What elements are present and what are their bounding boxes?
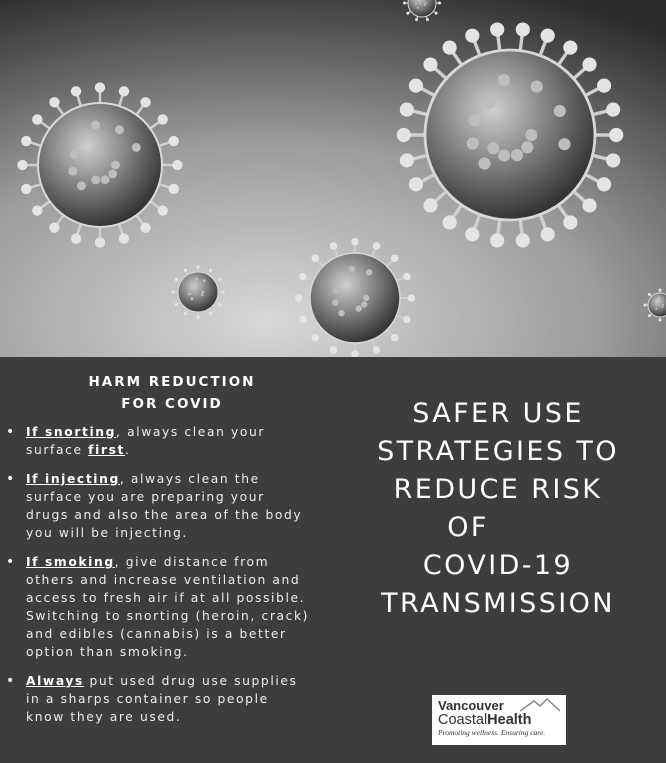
tip-snorting: • If snorting, always clean your surface first.	[6, 424, 266, 457]
tip-injecting: • If injecting, always clean the surface you are preparing your drugs and also the area of the body you will be injecting.	[6, 471, 303, 540]
hero-image	[0, 0, 666, 357]
tip-smoking: • If smoking, give distance from others and increase ventilation and access to fresh air if at all possible. Switching to snorting (heroin, crack) and edibles (cannabis) is a better option than smoking.	[6, 554, 310, 659]
coronavirus-photo	[0, 0, 666, 357]
main-title: SAFER USE STRATEGIES TO REDUCE RISK OF COVID-19 TRANSMISSION	[377, 398, 619, 619]
bullet-icon: •	[6, 471, 16, 487]
info-panel	[0, 357, 666, 763]
bullet-icon: •	[6, 673, 16, 689]
tips-list	[6, 423, 312, 726]
section-heading: HARM REDUCTION FOR COVID	[88, 374, 256, 412]
vch-logo: Vancouver CoastalHealth Promoting wellness. Ensuring care.	[432, 695, 566, 745]
bullet-icon: •	[6, 424, 16, 440]
harm-reduction-section	[6, 371, 312, 737]
tip-always: • Always put used drug use supplies in a sharps container so people know they are used.	[6, 673, 298, 724]
mountain-icon	[520, 698, 560, 712]
bullet-icon: •	[6, 554, 16, 570]
virus-bottom	[295, 238, 415, 357]
